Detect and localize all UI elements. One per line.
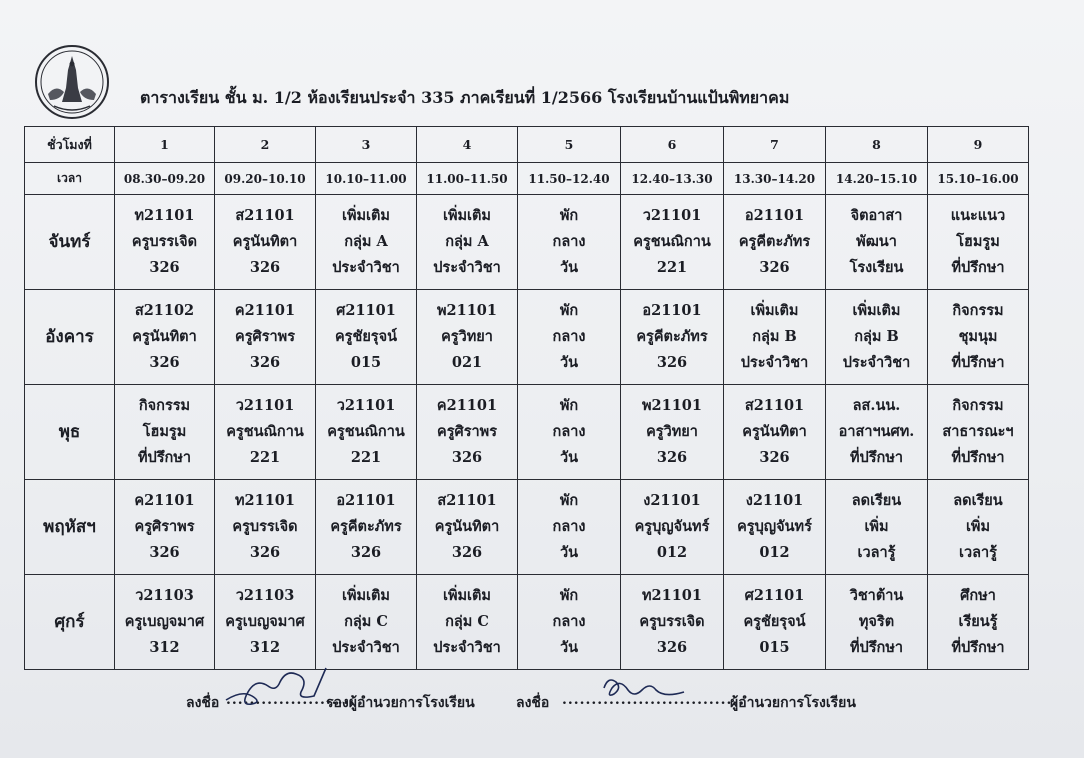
director-signature-icon — [598, 668, 690, 702]
class-cell — [928, 385, 1029, 480]
day-row — [25, 385, 1029, 480]
cell-line: วัน — [559, 639, 579, 656]
class-cell — [115, 290, 215, 385]
cell-line: แนะแนว — [950, 207, 1006, 225]
cell-line: ศ21101 — [744, 587, 805, 604]
time-range: 08.30–09.20 — [115, 163, 215, 195]
cell-line: กลาง — [552, 423, 586, 441]
class-cell — [518, 385, 621, 480]
page-title: ตารางเรียน ชั้น ม. 1/2 ห้องเรียนประจำ 335 ภาคเรียนที่ 1/2566 โรงเรียนบ้านแป้นพิทยาคม — [140, 88, 790, 107]
cell-line: สาธารณะฯ — [942, 423, 1014, 441]
cell-line: ว21103 — [135, 587, 194, 604]
cell-line: กลาง — [552, 328, 586, 346]
cell-line: ครูชัยรุจน์ — [743, 613, 806, 630]
cell-line: ที่ปรึกษา — [849, 639, 904, 656]
cell-line: ว21103 — [235, 587, 295, 604]
class-cell — [215, 480, 316, 575]
cell-line: ครูศิราพร — [235, 328, 295, 346]
cell-line: ประจำวิชา — [433, 259, 501, 277]
class-cell — [826, 290, 928, 385]
day-name: จันทร์ — [25, 195, 115, 290]
cell-line: ศ21101 — [336, 302, 396, 320]
cell-line: กลุ่ม C — [445, 613, 489, 630]
cell-line: ง21101 — [745, 492, 804, 510]
cell-line: กลาง — [552, 233, 586, 251]
cell-line: 326 — [656, 639, 688, 656]
cell-line: พัฒนา — [856, 233, 897, 251]
period-header-row — [25, 127, 1029, 163]
cell-line: วัน — [559, 354, 579, 372]
cell-line: 021 — [451, 354, 483, 372]
cell-line: เพิ่ม — [864, 518, 889, 536]
cell-line: ทุจริต — [858, 613, 895, 630]
cell-line: ง21101 — [643, 492, 701, 510]
class-cell — [316, 195, 417, 290]
class-cell — [518, 195, 621, 290]
timetable — [24, 126, 1029, 670]
deputy-signature-icon — [222, 660, 332, 710]
period-number: 6 — [621, 127, 724, 163]
cell-line: 326 — [249, 354, 281, 372]
time-range: 14.20–15.10 — [826, 163, 928, 195]
class-cell — [115, 575, 215, 670]
cell-line: ครูนันทิตา — [132, 328, 197, 346]
cell-line: ท21101 — [134, 207, 195, 225]
cell-line: 012 — [759, 544, 790, 562]
cell-line: โรงเรียน — [849, 259, 904, 277]
cell-line: ท21101 — [234, 492, 295, 510]
cell-line: อ21101 — [336, 492, 396, 510]
period-number: 9 — [928, 127, 1029, 163]
cell-line: ครูบรรเจิด — [232, 518, 298, 536]
cell-line: กลุ่ม B — [854, 328, 899, 346]
cell-line: 326 — [149, 259, 180, 277]
class-cell — [316, 385, 417, 480]
cell-line: ครูนันทิตา — [232, 233, 298, 251]
cell-line: 221 — [249, 449, 281, 467]
time-range: 13.30–14.20 — [724, 163, 826, 195]
sign-dots-2: ............................... — [562, 692, 745, 708]
period-number: 8 — [826, 127, 928, 163]
cell-line: ลดเรียน — [851, 492, 902, 510]
class-cell — [115, 480, 215, 575]
cell-line: ว21101 — [642, 207, 702, 225]
cell-line: กลาง — [552, 613, 586, 630]
class-cell — [518, 290, 621, 385]
class-cell — [417, 195, 518, 290]
cell-line: ครูชัยรุจน์ — [334, 328, 398, 346]
cell-line: เพิ่มเติม — [442, 207, 491, 225]
cell-line: ส21101 — [744, 397, 805, 415]
cell-line: พัก — [559, 492, 579, 510]
class-cell — [826, 385, 928, 480]
cell-line: เพิ่มเติม — [442, 587, 491, 604]
cell-line: ที่ปรึกษา — [951, 449, 1005, 467]
time-range: 11.50–12.40 — [518, 163, 621, 195]
cell-line: ชุมนุม — [958, 328, 998, 346]
cell-line: พัก — [559, 397, 579, 415]
class-cell — [928, 480, 1029, 575]
cell-line: 326 — [759, 449, 790, 467]
deputy-director-role: รองผู้อำนวยการโรงเรียน — [326, 695, 475, 711]
cell-line: ครูศิราพร — [134, 518, 195, 536]
cell-line: พ21101 — [436, 302, 497, 320]
class-cell — [417, 575, 518, 670]
cell-line: 312 — [249, 639, 281, 656]
day-row — [25, 575, 1029, 670]
class-cell — [928, 575, 1029, 670]
cell-line: ครูชนณิกาน — [226, 423, 304, 441]
cell-line: เพิ่มเติม — [852, 302, 901, 320]
cell-line: 221 — [656, 259, 688, 277]
cell-line: ครูนันทิตา — [434, 518, 500, 536]
class-cell — [621, 480, 724, 575]
cell-line: ส21101 — [235, 207, 295, 225]
period-number: 7 — [724, 127, 826, 163]
cell-line: อ21101 — [642, 302, 702, 320]
class-cell — [115, 195, 215, 290]
cell-line: 326 — [249, 259, 281, 277]
cell-line: พัก — [559, 207, 579, 225]
day-row — [25, 480, 1029, 575]
class-cell — [518, 480, 621, 575]
sign-label-2: ลงชื่อ — [516, 695, 550, 711]
cell-line: 326 — [656, 449, 688, 467]
cell-line: เวลารู้ — [857, 544, 896, 562]
cell-line: ประจำวิชา — [842, 354, 911, 372]
cell-line: กลุ่ม B — [752, 328, 797, 346]
cell-line: ครูบุญจันทร์ — [634, 518, 710, 536]
cell-line: กิจกรรม — [952, 397, 1004, 415]
class-cell — [724, 480, 826, 575]
class-cell — [826, 480, 928, 575]
cell-line: ว21101 — [336, 397, 396, 415]
class-cell — [826, 195, 928, 290]
class-cell — [417, 290, 518, 385]
class-cell — [724, 195, 826, 290]
cell-line: ลดเรียน — [953, 492, 1003, 510]
cell-line: เรียนรู้ — [958, 613, 998, 630]
time-range: 15.10–16.00 — [928, 163, 1029, 195]
cell-line: 012 — [656, 544, 688, 562]
time-range: 09.20–10.10 — [215, 163, 316, 195]
class-cell — [724, 575, 826, 670]
cell-line: 015 — [759, 639, 790, 656]
cell-line: วัน — [559, 449, 579, 467]
cell-line: ครูบรรเจิด — [131, 233, 198, 251]
class-cell — [724, 290, 826, 385]
time-range: 11.00–11.50 — [417, 163, 518, 195]
period-number: 5 — [518, 127, 621, 163]
cell-line: โฮมรูม — [956, 233, 1000, 251]
day-name: ศุกร์ — [25, 575, 115, 670]
cell-line: 326 — [249, 544, 281, 562]
cell-line: 326 — [656, 354, 688, 372]
day-name: พฤหัสฯ — [25, 480, 115, 575]
time-range: 12.40–13.30 — [621, 163, 724, 195]
time-label: เวลา — [25, 163, 115, 195]
time-header-row — [25, 163, 1029, 195]
class-cell — [215, 290, 316, 385]
cell-line: 326 — [350, 544, 382, 562]
cell-line: ที่ปรึกษา — [951, 354, 1005, 372]
cell-line: ครูคีตะภัทร — [738, 233, 811, 251]
cell-line: เวลารู้ — [959, 544, 997, 562]
cell-line: กิจกรรม — [138, 397, 191, 415]
cell-line: ครูชนณิกาน — [327, 423, 405, 441]
director-role: ผู้อำนวยการโรงเรียน — [730, 695, 856, 711]
cell-line: ส21101 — [437, 492, 497, 510]
period-number: 2 — [215, 127, 316, 163]
cell-line: ที่ปรึกษา — [849, 449, 904, 467]
cell-line: วิชาต้าน — [849, 587, 904, 604]
class-cell — [316, 480, 417, 575]
cell-line: ประจำวิชา — [740, 354, 809, 372]
cell-line: จิตอาสา — [850, 207, 903, 225]
class-cell — [417, 480, 518, 575]
cell-line: 326 — [149, 354, 180, 372]
cell-line: ท21101 — [641, 587, 702, 604]
class-cell — [215, 575, 316, 670]
cell-line: ประจำวิชา — [433, 639, 501, 656]
cell-line: กลุ่ม A — [445, 233, 489, 251]
cell-line: 326 — [451, 449, 483, 467]
cell-line: ประจำวิชา — [332, 639, 400, 656]
day-name: พุธ — [25, 385, 115, 480]
school-seal-icon — [34, 44, 110, 120]
cell-line: วัน — [559, 544, 579, 562]
cell-line: ส21102 — [134, 302, 195, 320]
cell-line: ครูเบญจมาศ — [124, 613, 205, 630]
time-range: 10.10–11.00 — [316, 163, 417, 195]
period-number: 4 — [417, 127, 518, 163]
cell-line: ที่ปรึกษา — [137, 449, 192, 467]
cell-line: กลาง — [552, 518, 586, 536]
cell-line: ว21101 — [235, 397, 295, 415]
cell-line: ครูบุญจันทร์ — [737, 518, 812, 536]
class-cell — [215, 195, 316, 290]
cell-line: ศึกษา — [960, 587, 996, 604]
cell-line: ครูศิราพร — [437, 423, 497, 441]
cell-line: เพิ่ม — [965, 518, 991, 536]
class-cell — [316, 575, 417, 670]
cell-line: ค21101 — [134, 492, 195, 510]
class-cell — [621, 290, 724, 385]
class-cell — [215, 385, 316, 480]
day-name: อังคาร — [25, 290, 115, 385]
cell-line: ที่ปรึกษา — [951, 639, 1005, 656]
cell-line: กลุ่ม A — [344, 233, 388, 251]
cell-line: ครูคีตะภัทร — [636, 328, 708, 346]
cell-line: 015 — [350, 354, 382, 372]
cell-line: พัก — [559, 302, 579, 320]
cell-line: อ21101 — [744, 207, 805, 225]
cell-line: 326 — [149, 544, 180, 562]
cell-line: ครูคีตะภัทร — [330, 518, 402, 536]
sign-label-1: ลงชื่อ — [186, 695, 220, 711]
class-cell — [826, 575, 928, 670]
class-cell — [621, 575, 724, 670]
cell-line: ครูเบญจมาศ — [225, 613, 305, 630]
cell-line: ครูวิทยา — [441, 328, 493, 346]
cell-line: โฮมรูม — [142, 423, 187, 441]
cell-line: ครูนันทิตา — [742, 423, 807, 441]
class-cell — [928, 195, 1029, 290]
period-number: 3 — [316, 127, 417, 163]
period-number: 1 — [115, 127, 215, 163]
cell-line: ค21101 — [436, 397, 498, 415]
class-cell — [518, 575, 621, 670]
cell-line: อาสาฯนศท. — [838, 423, 915, 441]
cell-line: 326 — [759, 259, 790, 277]
cell-line: 221 — [350, 449, 382, 467]
class-cell — [417, 385, 518, 480]
cell-line: ที่ปรึกษา — [951, 259, 1005, 277]
class-cell — [724, 385, 826, 480]
cell-line: วัน — [559, 259, 579, 277]
period-label: ชั่วโมงที่ — [25, 127, 115, 163]
sign-dots-1: ...................... — [226, 692, 356, 708]
cell-line: ค21101 — [234, 302, 296, 320]
cell-line: 312 — [149, 639, 180, 656]
cell-line: เพิ่มเติม — [341, 587, 390, 604]
class-cell — [621, 195, 724, 290]
cell-line: ครูบรรเจิด — [639, 613, 705, 630]
class-cell — [316, 290, 417, 385]
cell-line: กลุ่ม C — [344, 613, 388, 630]
day-row — [25, 290, 1029, 385]
cell-line: กิจกรรม — [952, 302, 1004, 320]
cell-line: 326 — [451, 544, 483, 562]
cell-line: ลส.นน. — [852, 397, 901, 415]
class-cell — [928, 290, 1029, 385]
class-cell — [621, 385, 724, 480]
cell-line: พัก — [559, 587, 579, 604]
cell-line: ครูวิทยา — [646, 423, 698, 441]
class-cell — [115, 385, 215, 480]
day-row — [25, 195, 1029, 290]
cell-line: ครูชนณิกาน — [633, 233, 711, 251]
cell-line: ประจำวิชา — [332, 259, 400, 277]
cell-line: เพิ่มเติม — [341, 207, 390, 225]
cell-line: เพิ่มเติม — [750, 302, 799, 320]
cell-line: พ21101 — [641, 397, 702, 415]
